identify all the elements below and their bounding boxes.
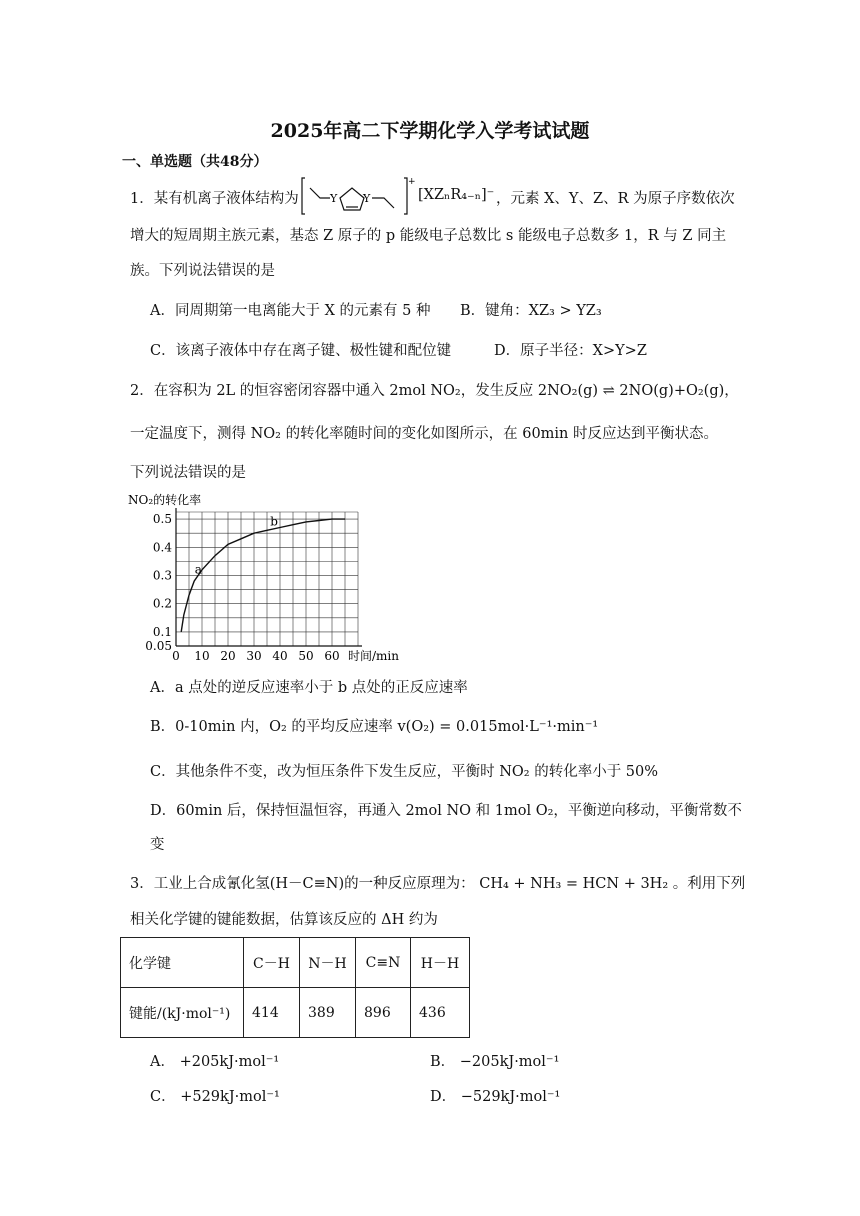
- table-header-cell: C≡N: [356, 938, 411, 988]
- q1-line1b: ，元素 X、Y、Z、R 为原子序数依次: [496, 191, 735, 207]
- ring-atom-y2: Y: [363, 192, 371, 205]
- q1-option-c: C．该离子液体中存在离子键、极性键和配位键: [150, 343, 452, 359]
- chart-y-axis-label: NO₂的转化率: [128, 493, 202, 507]
- chart-grid: [176, 512, 358, 646]
- table-cell: 896: [356, 988, 411, 1038]
- chart-y-ticks: [145, 512, 172, 653]
- q2-option-b: B．0-10min 内，O₂ 的平均反应速率 v(O₂) = 0.015mol·L⁻¹·min⁻¹: [150, 719, 599, 735]
- ring-atom-y1: Y: [330, 192, 338, 205]
- q1-anion: [XZₙR₄₋ₙ]⁻: [418, 187, 495, 203]
- table-cell: 键能/(kJ·mol⁻¹): [121, 988, 244, 1038]
- x-tick-label: 50: [298, 649, 314, 663]
- cation-charge: +: [408, 177, 416, 187]
- q1-line2: 增大的短周期主族元素，基态 Z 原子的 p 能级电子总数比 s 能级电子总数多 1，R 与 Z 同主: [130, 228, 727, 244]
- q2-line1: 2．在容积为 2L 的恒容密闭容器中通入 2mol NO₂，发生反应 2NO₂(g) ⇌ 2NO(g)+O₂(g)，: [130, 383, 739, 399]
- chart-axes: [176, 508, 362, 646]
- q2-option-d-line1: D．60min 后，保持恒温恒容，再通入 2mol NO 和 1mol O₂，平衡逆向移动，平衡常数不: [150, 803, 742, 819]
- conversion-rate-chart: [126, 490, 406, 666]
- chart-x-ticks: [172, 649, 339, 663]
- q1-line3: 族。下列说法错误的是: [130, 263, 275, 279]
- x-tick-label: 30: [246, 649, 262, 663]
- q1-option-a: A．同周期第一电离能大于 X 的元素有 5 种: [150, 303, 431, 319]
- x-tick-label: 10: [194, 649, 210, 663]
- x-tick-label: 40: [272, 649, 288, 663]
- q1-option-d: D．原子半径：X>Y>Z: [494, 343, 647, 359]
- y-tick-label: 0.05: [145, 639, 172, 653]
- table-header-row: [121, 938, 470, 988]
- table-row: [121, 988, 470, 1038]
- q2-option-d-line2: 变: [150, 837, 165, 853]
- table-header-cell: C－H: [244, 938, 300, 988]
- table-header-cell: N－H: [300, 938, 356, 988]
- q2-option-c: C．其他条件不变，改为恒压条件下发生反应，平衡时 NO₂ 的转化率小于 50%: [150, 764, 659, 780]
- q2-line3: 下列说法错误的是: [130, 465, 246, 481]
- x-tick-label: 60: [324, 649, 340, 663]
- q3-option-b: B． −205kJ·mol⁻¹: [430, 1054, 560, 1070]
- y-tick-label: 0.1: [152, 624, 172, 639]
- x-tick-label: 20: [220, 649, 236, 663]
- y-tick-label: 0.3: [152, 568, 172, 583]
- point-label-a: a: [194, 562, 202, 577]
- chart-x-axis-label: 时间/min: [348, 649, 399, 663]
- q2-option-a: A．a 点处的逆反应速率小于 b 点处的正反应速率: [150, 680, 468, 696]
- point-label-b: b: [270, 514, 278, 529]
- y-tick-label: 0.2: [152, 596, 172, 611]
- y-tick-label: 0.5: [152, 512, 172, 527]
- table-header-cell: 化学键: [121, 938, 244, 988]
- chart-annotations: [195, 515, 278, 577]
- cation-structure-diagram: [302, 176, 414, 216]
- q2-line2: 一定温度下，测得 NO₂ 的转化率随时间的变化如图所示，在 60min 时反应达到平衡状态。: [130, 426, 718, 442]
- q3-option-c: C． +529kJ·mol⁻¹: [150, 1089, 280, 1105]
- x-tick-label: 0: [172, 649, 180, 663]
- bond-energy-table: [120, 937, 470, 1038]
- table-cell: 436: [411, 988, 470, 1038]
- y-tick-label: 0.4: [152, 540, 172, 555]
- page-title: 2025年高二下学期化学入学考试试题: [270, 120, 590, 142]
- table-cell: 414: [244, 988, 300, 1038]
- q3-option-d: D． −529kJ·mol⁻¹: [430, 1089, 561, 1105]
- table-cell: 389: [300, 988, 356, 1038]
- q1-option-b: B．键角：XZ₃ > YZ₃: [460, 303, 602, 319]
- q3-line1: 3．工业上合成氰化氢(H－C≡N)的一种反应原理为： CH₄ + NH₃ = HCN + 3H₂ 。利用下列: [130, 876, 746, 892]
- table-header-cell: H－H: [411, 938, 470, 988]
- q3-line2: 相关化学键的键能数据，估算该反应的 ΔH 约为: [130, 912, 438, 928]
- q3-option-a: A． +205kJ·mol⁻¹: [150, 1054, 280, 1070]
- q1-line1a: 1．某有机离子液体结构为: [130, 191, 299, 207]
- section-heading: 一、单选题（共48分）: [122, 154, 268, 170]
